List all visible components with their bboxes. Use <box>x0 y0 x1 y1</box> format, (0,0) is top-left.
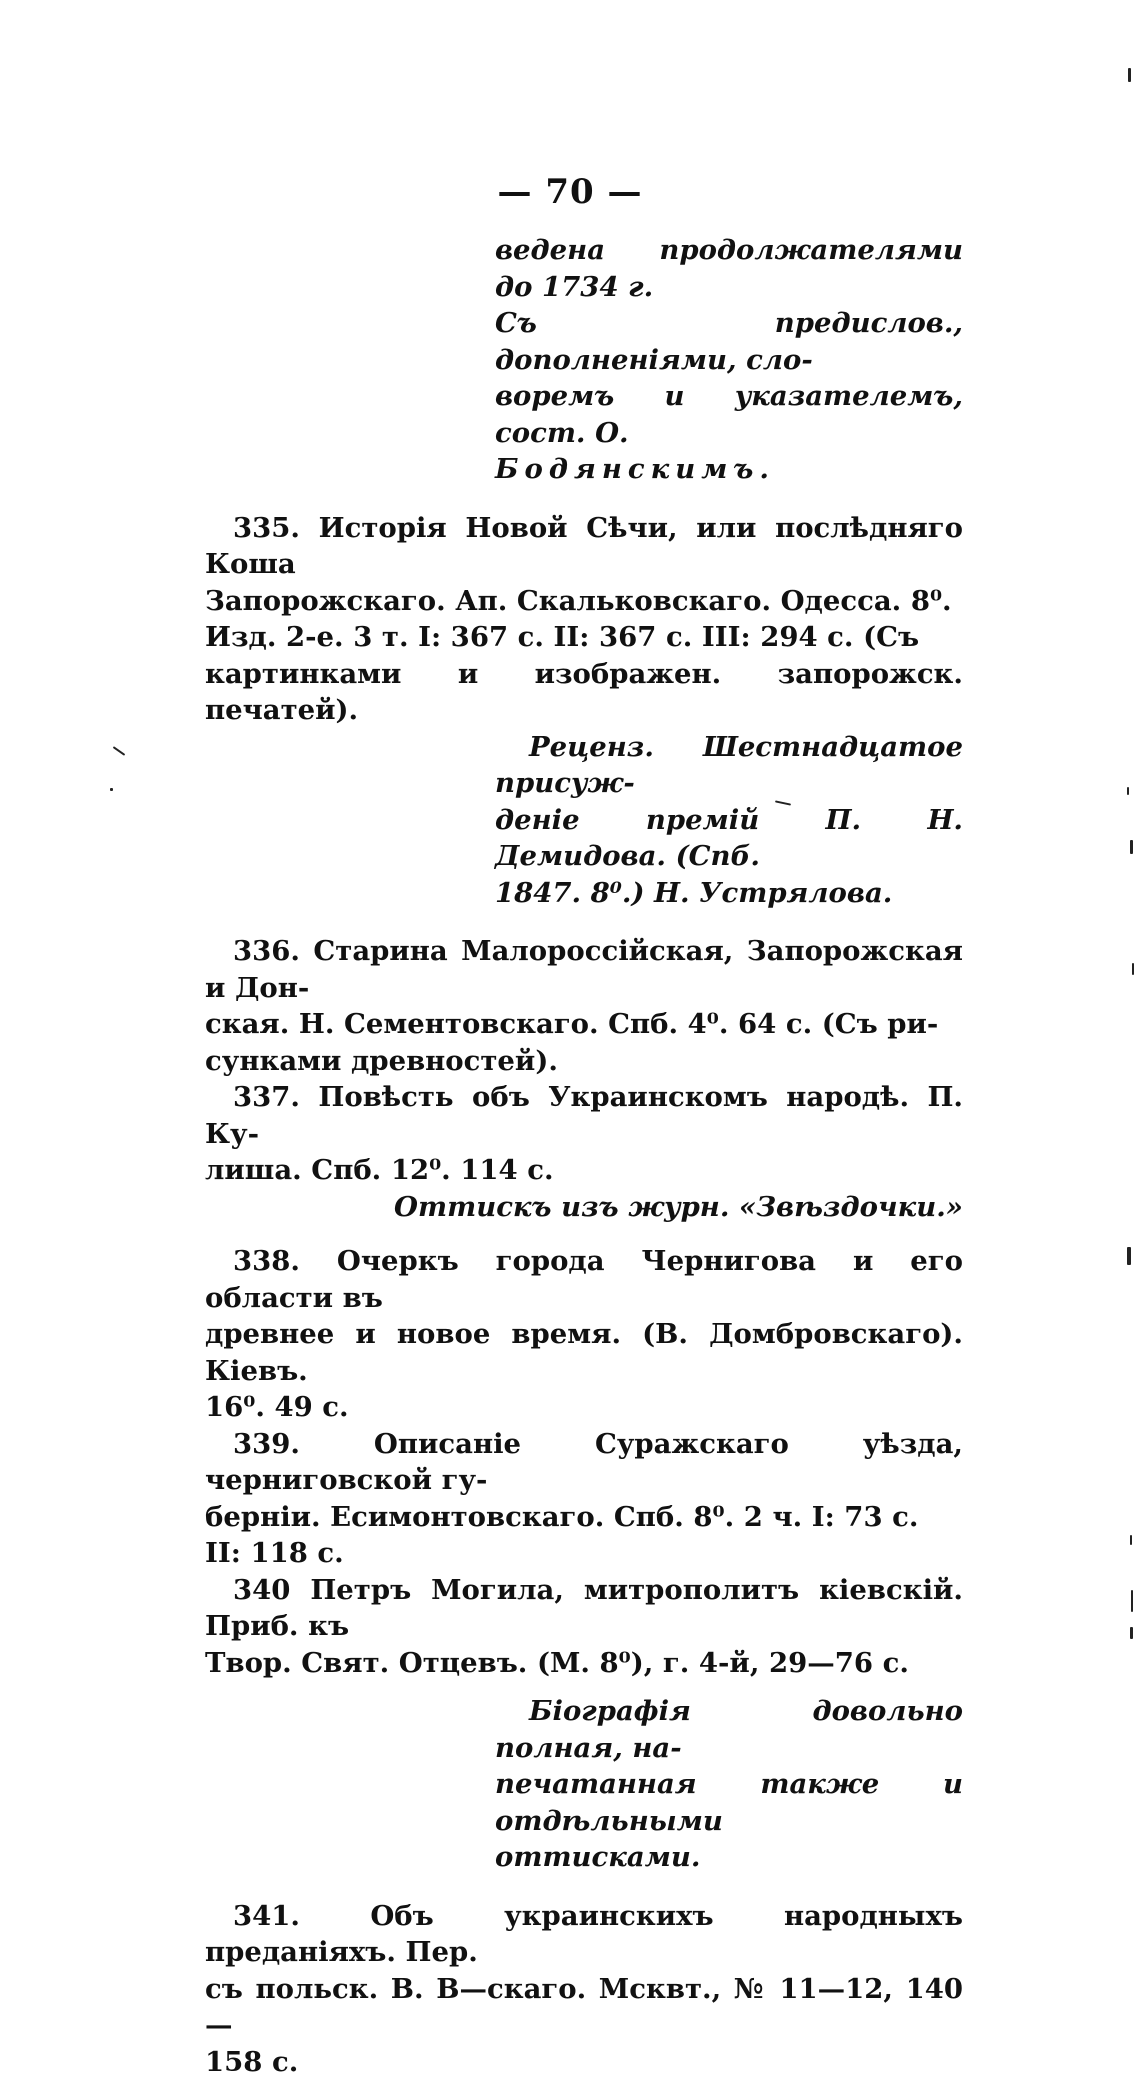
entry-line: Запорожскаго. Ап. Скальковскаго. Одесса. 8⁰. <box>205 583 963 620</box>
note-line: Съ предислов., дополненіями, сло- <box>495 305 963 378</box>
note-line: деніе премій П. Н. Демидова. (Спб. <box>495 802 963 875</box>
entry-line: ская. Н. Сементовскаго. Спб. 4⁰. 64 с. (Съ ри- <box>205 1006 963 1043</box>
scan-speck <box>1127 787 1129 795</box>
scan-speck <box>113 746 126 756</box>
entry-line: 336. Старина Малороссійская, Запорожская и Дон- <box>205 933 963 1006</box>
entry-line: 337. Повѣсть объ Украинскомъ народѣ. П. Ку- <box>205 1079 963 1152</box>
note-line: печатанная также и отдѣльными <box>495 1766 963 1839</box>
note-line: Реценз. Шестнадцатое присуж- <box>495 729 963 802</box>
entry-338 <box>205 1243 963 1426</box>
text-column <box>205 232 963 2080</box>
scan-speck <box>1130 1627 1133 1639</box>
entry-line: картинками и изображен. запорожск. печатей). <box>205 656 963 729</box>
note-line: воремъ и указателемъ, сост. О. <box>495 378 963 451</box>
note-line: оттисками. <box>495 1839 963 1876</box>
entry-337 <box>205 1079 963 1189</box>
entry-340 <box>205 1572 963 1682</box>
entry-line: 340 Петръ Могила, митрополитъ кіевскій. Приб. къ <box>205 1572 963 1645</box>
entry-line: 339. Описаніе Суражскаго уѣзда, черниговской гу- <box>205 1426 963 1499</box>
entry-line: Изд. 2-е. 3 т. I: 367 с. II: 367 с. III: 294 с. (Съ <box>205 619 963 656</box>
note-line: 1847. 8⁰.) Н. Устрялова. <box>495 875 963 912</box>
entry-line: II: 118 с. <box>205 1535 963 1572</box>
entry-line: лиша. Спб. 12⁰. 114 с. <box>205 1152 963 1189</box>
note-line: Біографія довольно полная, на- <box>495 1693 963 1766</box>
entry-line: берніи. Есимонтовскаго. Спб. 8⁰. 2 ч. I: 73 с. <box>205 1499 963 1536</box>
scan-speck <box>1127 1247 1131 1265</box>
entry-line: древнее и новое время. (В. Домбровскаго). Кіевъ. <box>205 1316 963 1389</box>
entry-line: Твор. Свят. Отцевъ. (М. 8⁰), г. 4-й, 29—76 с. <box>205 1645 963 1682</box>
entry-line: 335. Исторія Новой Сѣчи, или послѣдняго Коша <box>205 510 963 583</box>
entry-339 <box>205 1426 963 1572</box>
note-line: ведена продолжателями до 1734 г. <box>495 232 963 305</box>
biography-note <box>495 1693 963 1876</box>
scan-speck <box>1132 963 1134 975</box>
scan-speck <box>1131 1590 1133 1612</box>
entry-line: сунками древностей). <box>205 1043 963 1080</box>
entry-line: съ польск. В. В—скаго. Мсквт., № 11—12, 140— <box>205 1971 963 2044</box>
scan-speck <box>110 788 113 791</box>
entry-line: 16⁰. 49 с. <box>205 1389 963 1426</box>
scan-speck <box>1128 68 1131 82</box>
continuation-note <box>495 232 963 488</box>
entry-341 <box>205 1898 963 2080</box>
entry-335 <box>205 510 963 729</box>
page-number: — 70 — <box>0 172 1140 212</box>
review-note <box>495 729 963 912</box>
offprint-note: Оттискъ изъ журн. «Звѣздочки.» <box>205 1189 963 1226</box>
scan-speck <box>1130 840 1133 854</box>
entry-336 <box>205 933 963 1079</box>
entry-line: 158 с. <box>205 2044 963 2080</box>
entry-line: 341. Объ украинскихъ народныхъ преданіяхъ. Пер. <box>205 1898 963 1971</box>
note-line: Бодянскимъ. <box>495 451 963 488</box>
entry-line: 338. Очеркъ города Чернигова и его области въ <box>205 1243 963 1316</box>
scan-speck <box>1130 1535 1132 1545</box>
